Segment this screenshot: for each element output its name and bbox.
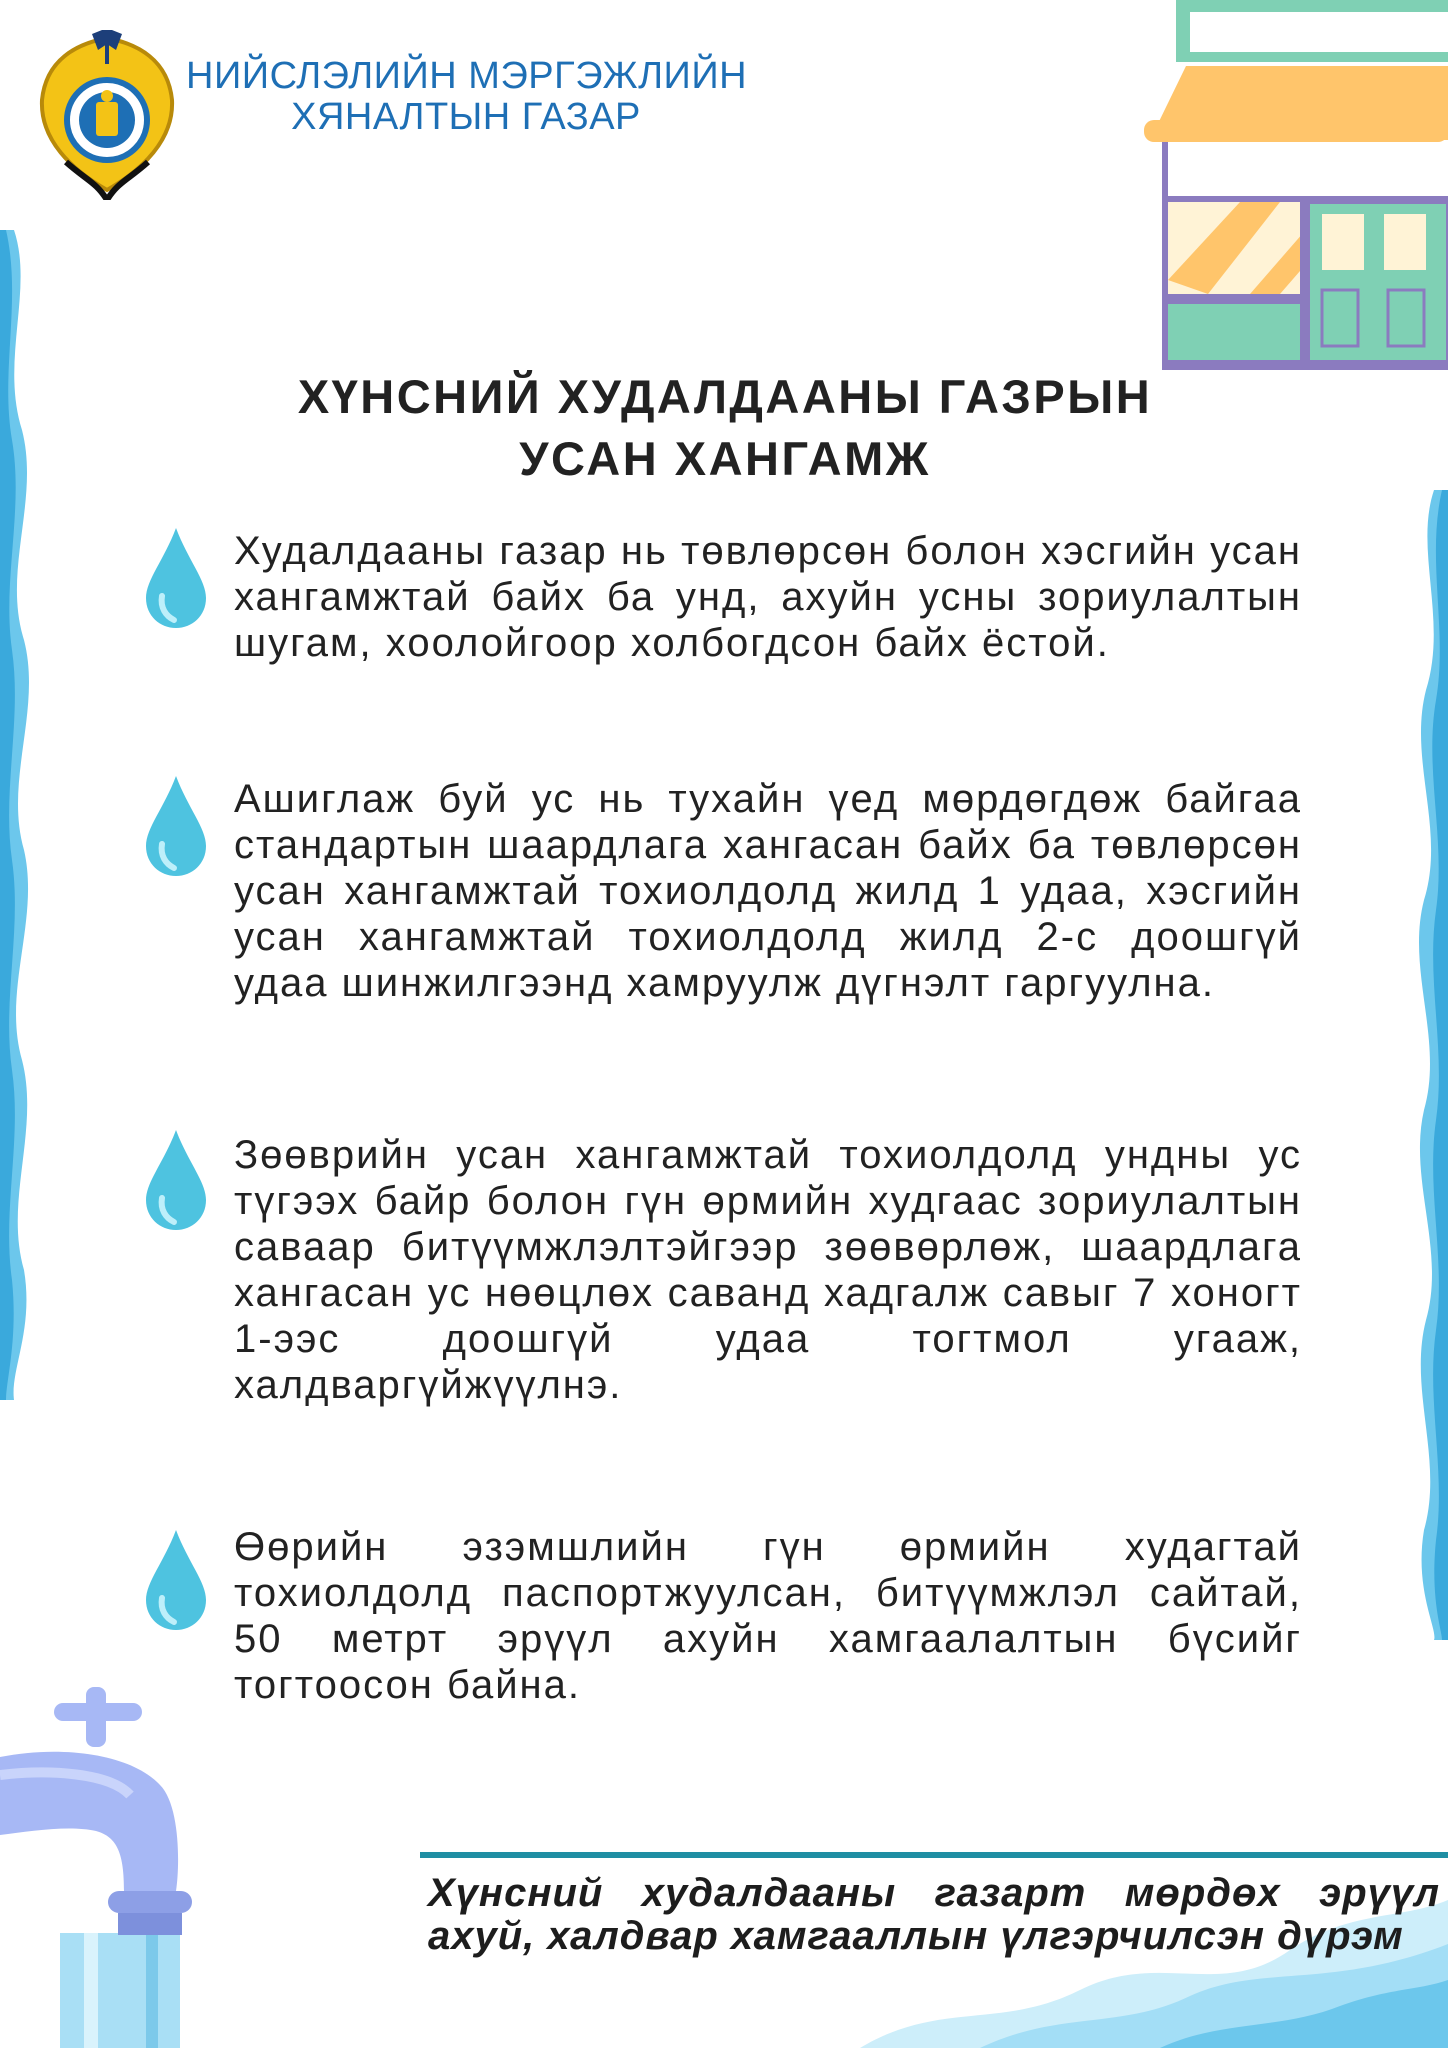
water-drop-icon <box>142 1528 210 1632</box>
footer-divider <box>420 1852 1448 1858</box>
organization-name-line2: ХЯНАЛТЫН ГАЗАР <box>291 96 641 138</box>
footer-source-title: Хүнсний худалдааны газарт мөрдөх эрүүл ахуй, халдвар хамгааллын үлгэрчилсэн дүрэм <box>428 1871 1440 1958</box>
right-wave-decoration <box>1412 490 1448 1640</box>
water-tap-illustration <box>0 1665 260 2048</box>
page-title <box>220 366 1230 490</box>
left-wave-decoration <box>0 230 32 1400</box>
page-title-line1: ХҮНСНИЙ ХУДАЛДААНЫ ГАЗРЫН <box>297 370 1153 423</box>
water-drop-icon <box>142 1128 210 1232</box>
page-title-line2: УСАН ХАНГАМЖ <box>519 432 931 485</box>
organization-name-line1: НИЙСЛЭЛИЙН МЭРГЭЖЛИЙН <box>186 55 748 97</box>
list-item-text: Худалдааны газар нь төвлөрсөн болон хэсгийн усан хангамжтай байх ба унд, ахуйн усны зориулалтын шугам, хоолойгоор холбогдсон байх ёстой. <box>234 529 1302 665</box>
organization-name <box>186 56 746 138</box>
agency-emblem-logo <box>36 30 178 200</box>
water-drop-icon <box>142 526 210 630</box>
shop-storefront-illustration <box>1140 0 1448 370</box>
water-drop-icon <box>142 774 210 878</box>
list-item-text: Өөрийн эзэмшлийн гүн өрмийн худагтай тохиолдолд паспортжуулсан, битүүмжлэл сайтай, 50 метрт эрүүл ахуйн хамгаалалтын бүсийг тогтоосон байна. <box>234 1525 1302 1707</box>
list-item-text: Зөөврийн усан хангамжтай тохиолдолд ундны ус түгээх байр болон гүн өрмийн худгаас зориулалтын саваар битүүмжлэлтэйгээр зөөвөрлөж, шаардлага хангасан ус нөөцлөх саванд хадгалж савыг 7 хоногт 1-ээс доошгүй удаа тогтмол угааж, халдваргүйжүүлнэ. <box>234 1133 1302 1407</box>
list-item-text: Ашиглаж буй ус нь тухайн үед мөрдөгдөж байгаа стандартын шаардлага хангасан байх ба төвлөрсөн усан хангамжтай тохиолдолд жилд 1 удаа, хэсгийн усан хангамжтай тохиолдолд жилд 2-с доошгүй удаа шинжилгээнд хамруулж дүгнэлт гаргуулна. <box>234 777 1302 1005</box>
